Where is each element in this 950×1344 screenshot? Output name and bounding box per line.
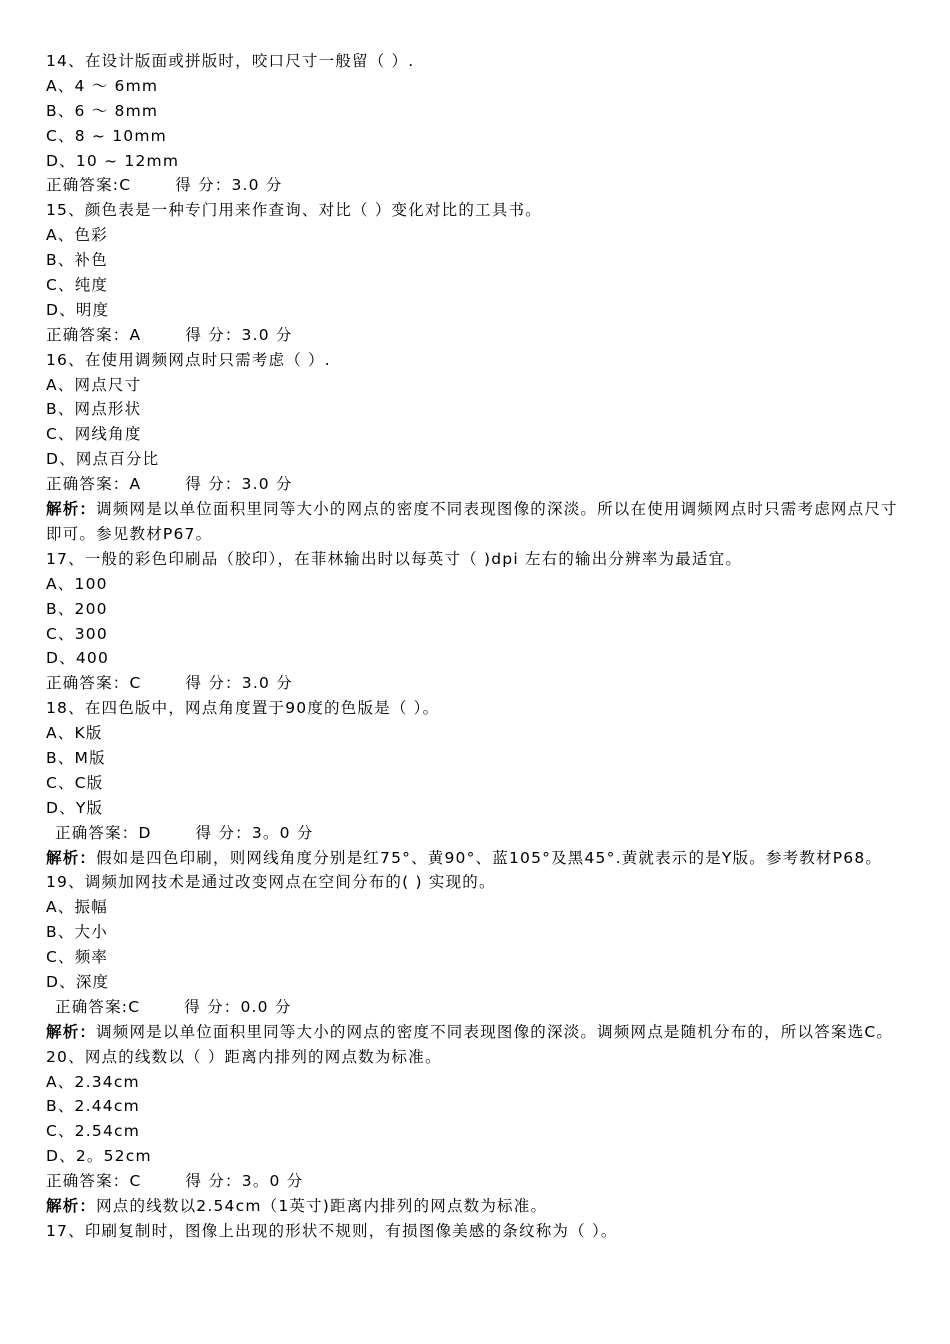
- explanation-label: 解析：: [46, 500, 97, 519]
- correct-answer: 正确答案：C: [46, 674, 142, 693]
- answer-option: A、网点尺寸: [46, 375, 142, 394]
- answer-line: [46, 995, 908, 1020]
- answer-option: C、网线角度: [46, 425, 142, 444]
- answer-line: [46, 821, 908, 846]
- explanation-label: 解析：: [46, 848, 97, 867]
- answer-option: D、400: [46, 649, 110, 668]
- score: 得 分：3.0 分: [185, 674, 293, 693]
- question-stem: 16、在使用调频网点时只需考虑（ ）.: [46, 350, 331, 369]
- correct-answer: 正确答案:C: [46, 176, 132, 195]
- explanation: [46, 1194, 908, 1219]
- score: 得 分：3.0 分: [185, 475, 293, 494]
- question-stem: 19、调频加网技术是通过改变网点在空间分布的( ) 实现的。: [46, 873, 496, 892]
- explanation: [46, 1020, 908, 1045]
- answer-option: A、100: [46, 574, 108, 593]
- question-block: [46, 870, 908, 1044]
- question-block: [46, 198, 908, 347]
- explanation-text: 调频网是以单位面积里同等大小的网点的密度不同表现图像的深淡。调频网点是随机分布的，所以答案选C。: [96, 1022, 894, 1041]
- answer-option: C、8 ~ 10mm: [46, 126, 167, 145]
- question-stem-trailing: 17、印刷复制时，图像上出现的形状不规则，有损图像美感的条纹称为（ ）。: [46, 1221, 618, 1240]
- answer-option: C、频率: [46, 948, 109, 967]
- answer-option: C、2.54cm: [46, 1122, 141, 1141]
- score: 得 分：3.0 分: [185, 325, 293, 344]
- question-list: [46, 49, 908, 1219]
- answer-option: B、大小: [46, 923, 108, 942]
- correct-answer: 正确答案：D: [55, 823, 152, 842]
- score: 得 分：3。0 分: [185, 1172, 304, 1191]
- answer-option: D、深度: [46, 973, 110, 991]
- answer-line: [46, 173, 908, 198]
- question-stem: 14、在设计版面或拼版时，咬口尺寸一般留（ ）.: [46, 52, 415, 70]
- answer-option: B、网点形状: [46, 400, 142, 419]
- document-page: [46, 49, 908, 1244]
- explanation-label: 解析：: [46, 1022, 97, 1041]
- question-block: [46, 348, 908, 547]
- answer-option: B、200: [46, 599, 108, 618]
- explanation-label: 解析：: [46, 1197, 97, 1216]
- answer-option: D、网点百分比: [46, 450, 160, 469]
- explanation: [46, 497, 908, 547]
- answer-option: D、2。52cm: [46, 1147, 152, 1166]
- correct-answer: 正确答案:C: [55, 997, 141, 1016]
- question-stem: 17、一般的彩色印刷品（胶印），在菲林输出时以每英寸（ )dpi 左右的输出分辨率为最适宜。: [46, 549, 743, 568]
- answer-option: C、纯度: [46, 276, 109, 295]
- answer-option: B、2.44cm: [46, 1097, 140, 1116]
- answer-line: [46, 472, 908, 497]
- answer-option: A、4 ～ 6mm: [46, 76, 159, 95]
- answer-option: D、明度: [46, 300, 110, 319]
- correct-answer: 正确答案：A: [46, 325, 142, 344]
- answer-line: [46, 1169, 908, 1194]
- correct-answer: 正确答案：A: [46, 475, 142, 494]
- explanation-text: 假如是四色印刷，则网线角度分别是红75°、黄90°、蓝105°及黑45°.黄就表示的是Y版。参考教材P68。: [96, 848, 883, 867]
- question-stem: 20、网点的线数以（ ）距离内排列的网点数为标准。: [46, 1047, 442, 1066]
- answer-option: A、色彩: [46, 226, 108, 245]
- answer-option: B、6 ～ 8mm: [46, 101, 159, 120]
- explanation: [46, 846, 908, 871]
- question-block: [46, 49, 908, 198]
- answer-option: A、K版: [46, 724, 103, 743]
- question-block: [46, 547, 908, 696]
- explanation-text: 网点的线数以2.54cm（1英寸)距离内排列的网点数为标准。: [96, 1197, 548, 1216]
- answer-option: A、2.34cm: [46, 1072, 140, 1091]
- answer-line: [46, 671, 908, 696]
- answer-option: C、300: [46, 624, 108, 643]
- answer-option: C、C版: [46, 773, 104, 792]
- question-stem: 18、在四色版中，网点角度置于90度的色版是（ ）。: [46, 699, 440, 718]
- correct-answer: 正确答案：C: [46, 1172, 142, 1191]
- score: 得 分：3。0 分: [195, 823, 314, 842]
- answer-line: [46, 323, 908, 348]
- score: 得 分：0.0 分: [184, 997, 292, 1016]
- question-block: [46, 1045, 908, 1219]
- answer-option: D、10 ~ 12mm: [46, 151, 180, 170]
- score: 得 分：3.0 分: [175, 176, 283, 195]
- answer-option: A、振幅: [46, 898, 108, 917]
- answer-option: B、补色: [46, 251, 108, 270]
- answer-option: B、M版: [46, 748, 106, 767]
- question-block: [46, 696, 908, 870]
- answer-option: D、Y版: [46, 798, 104, 817]
- explanation-text: 调频网是以单位面积里同等大小的网点的密度不同表现图像的深淡。所以在使用调频网点时只需考虑网点尺寸即可。参见教材P67。: [46, 500, 898, 543]
- question-stem: 15、颜色表是一种专门用来作查询、对比（ ）变化对比的工具书。: [46, 201, 542, 220]
